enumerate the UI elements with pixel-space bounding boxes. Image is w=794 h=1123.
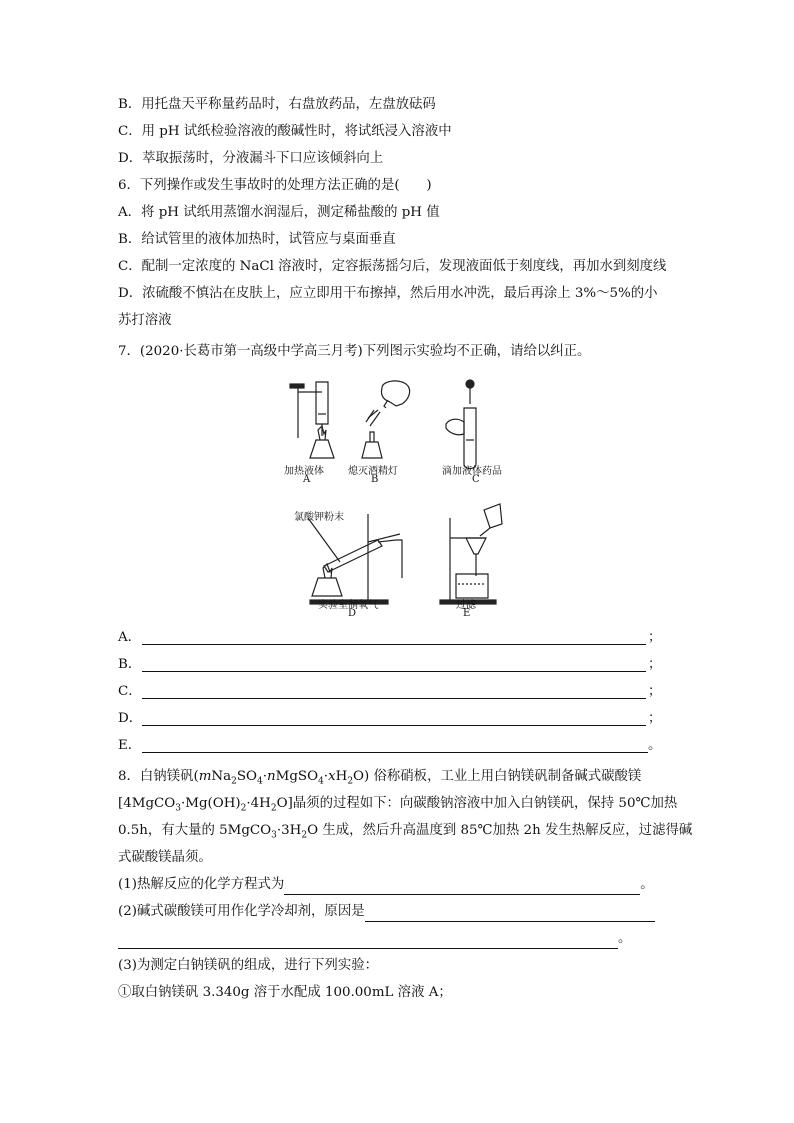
q5-option-b: B．用托盘天平称量药品时，右盘放药品，左盘放砝码 — [118, 97, 436, 112]
q8-l1-part: SO — [236, 769, 257, 784]
answer-end-b: ； — [648, 657, 662, 672]
q6-option-d-line1: D．浓硫酸不慎沾在皮肤上，应立即用干布擦掉，然后用水冲洗，最后再涂上 3%～5%的小 — [118, 286, 658, 301]
q8-l1-part: 8．白钠镁矾( — [118, 769, 199, 784]
q8-line2 — [118, 794, 677, 819]
answer-blank-a[interactable] — [142, 644, 646, 645]
q8-l3-part: 0.5h，有大量的 5MgCO — [118, 823, 272, 838]
q6-option-b: B．给试管里的液体加热时，试管应与桌面垂直 — [118, 232, 396, 247]
answer-blank-e[interactable] — [142, 752, 648, 753]
q8-l1-part: · — [323, 769, 329, 784]
apparatus-drawing — [270, 378, 520, 623]
q8-l3-sub: 2 — [301, 830, 308, 841]
answer-blank-b[interactable] — [142, 671, 646, 672]
answer-row-a[interactable] — [118, 628, 662, 648]
experiment-figure — [270, 378, 520, 623]
q8-l1-part: O) 俗称硝板，工业上用白钠镁矾制备碱式碳酸镁 — [353, 769, 642, 784]
q8-part2-cont — [118, 929, 631, 949]
q8-l3-part: ·3H — [276, 823, 302, 838]
q8-l1-sub: 4 — [318, 776, 324, 787]
q8-l1-part: Na — [211, 769, 232, 784]
figure-d-caption: 实验室制氧气 — [318, 600, 378, 611]
figure-c-caption: 滴加液体药品 — [442, 466, 502, 477]
q8-l3-sub: 3 — [271, 830, 277, 841]
q8-l1-sub: 2 — [347, 776, 354, 787]
q8-l1-var-m: m — [198, 769, 212, 784]
q5-option-d: D．萃取振荡时，分液漏斗下口应该倾斜向上 — [118, 151, 384, 166]
figure-b-letter: B — [371, 474, 379, 485]
q7-stem: 7．(2020·长葛市第一高级中学高三月考)下列图示实验均不正确，请给以纠正。 — [118, 344, 591, 359]
answer-row-e[interactable] — [118, 736, 662, 756]
q8-line4: 式碳酸镁晶须。 — [118, 850, 212, 865]
q8-part1 — [118, 875, 654, 895]
q8-part1-end: 。 — [640, 877, 654, 892]
q8-line3 — [118, 821, 692, 846]
answer-blank-d[interactable] — [142, 725, 646, 726]
q8-l1-part: MgSO — [275, 769, 319, 784]
q8-l1-var-x: x — [328, 769, 336, 784]
figure-e-letter: E — [463, 608, 471, 619]
answer-end-c: ； — [648, 684, 662, 699]
q8-part2-blank[interactable] — [365, 907, 655, 922]
q8-l1-part: · — [262, 769, 267, 784]
answer-end-d: ； — [648, 711, 662, 726]
q8-l1-var-n: n — [267, 769, 276, 784]
figure-e-caption: 过滤 — [456, 600, 476, 611]
q8-l1-sub: 2 — [231, 776, 237, 787]
q8-l2-part: ·4H — [246, 796, 271, 811]
answer-row-b[interactable] — [118, 655, 662, 675]
answer-end-a: ； — [648, 630, 662, 645]
q8-part1-blank[interactable] — [284, 880, 640, 895]
figure-a-letter: A — [303, 474, 311, 485]
q8-l2-sub: 2 — [270, 803, 277, 814]
answer-label-d: D． — [118, 711, 143, 726]
q8-part1-text: (1)热解反应的化学方程式为 — [118, 877, 285, 892]
figure-d-letter: D — [348, 608, 357, 619]
q6-stem: 6．下列操作或发生事故时的处理方法正确的是( ) — [118, 178, 432, 193]
answer-label-e: E． — [118, 738, 142, 753]
q8-l2-part: O]晶须的过程如下：向碳酸钠溶液中加入白钠镁矾，保持 50℃加热 — [276, 796, 678, 811]
q8-l2-sub: 2 — [240, 803, 247, 814]
q8-line1 — [118, 767, 641, 792]
answer-row-c[interactable] — [118, 682, 662, 702]
answer-blank-c[interactable] — [142, 698, 646, 699]
figure-b-caption: 熄灭酒精灯 — [348, 466, 398, 477]
answer-label-c: C． — [118, 684, 142, 699]
q8-part2-text: (2)碱式碳酸镁可用作化学冷却剂，原因是 — [118, 904, 365, 919]
figure-a-caption: 加热液体 — [284, 466, 324, 477]
q8-part2-blank2[interactable] — [118, 934, 618, 949]
q8-l1-part: H — [335, 769, 348, 784]
answer-label-a: A． — [118, 630, 142, 645]
q6-option-a: A．将 pH 试纸用蒸馏水润湿后，测定稀盐酸的 pH 值 — [118, 205, 440, 220]
q8-l3-part: O 生成，然后升高温度到 85℃加热 2h 发生热解反应，过滤得碱 — [307, 823, 693, 838]
q8-l2-part: [4MgCO — [118, 796, 176, 811]
figure-d-label: 氯酸钾粉末 — [294, 512, 344, 523]
answer-end-e: 。 — [648, 738, 662, 753]
q8-part2 — [118, 902, 655, 922]
answer-row-d[interactable] — [118, 709, 662, 729]
q8-part3-step1: ①取白钠镁矾 3.340g 溶于水配成 100.00mL 溶液 A； — [118, 985, 452, 1000]
q8-l2-part: ·Mg(OH) — [181, 796, 241, 811]
q6-option-d-line2: 苏打溶液 — [118, 313, 172, 328]
q8-part2-end: 。 — [618, 931, 632, 946]
q6-option-c: C．配制一定浓度的 NaCl 溶液时，定容振荡摇匀后，发现液面低于刻度线，再加水到刻度线 — [118, 259, 667, 274]
answer-label-b: B． — [118, 657, 142, 672]
q8-l2-sub: 3 — [175, 803, 181, 814]
q8-l1-sub: 4 — [257, 776, 263, 787]
q8-part3: (3)为测定白钠镁矾的组成，进行下列实验： — [118, 958, 378, 973]
figure-c-letter: C — [472, 474, 480, 485]
q5-option-c: C．用 pH 试纸检验溶液的酸碱性时，将试纸浸入溶液中 — [118, 124, 452, 139]
